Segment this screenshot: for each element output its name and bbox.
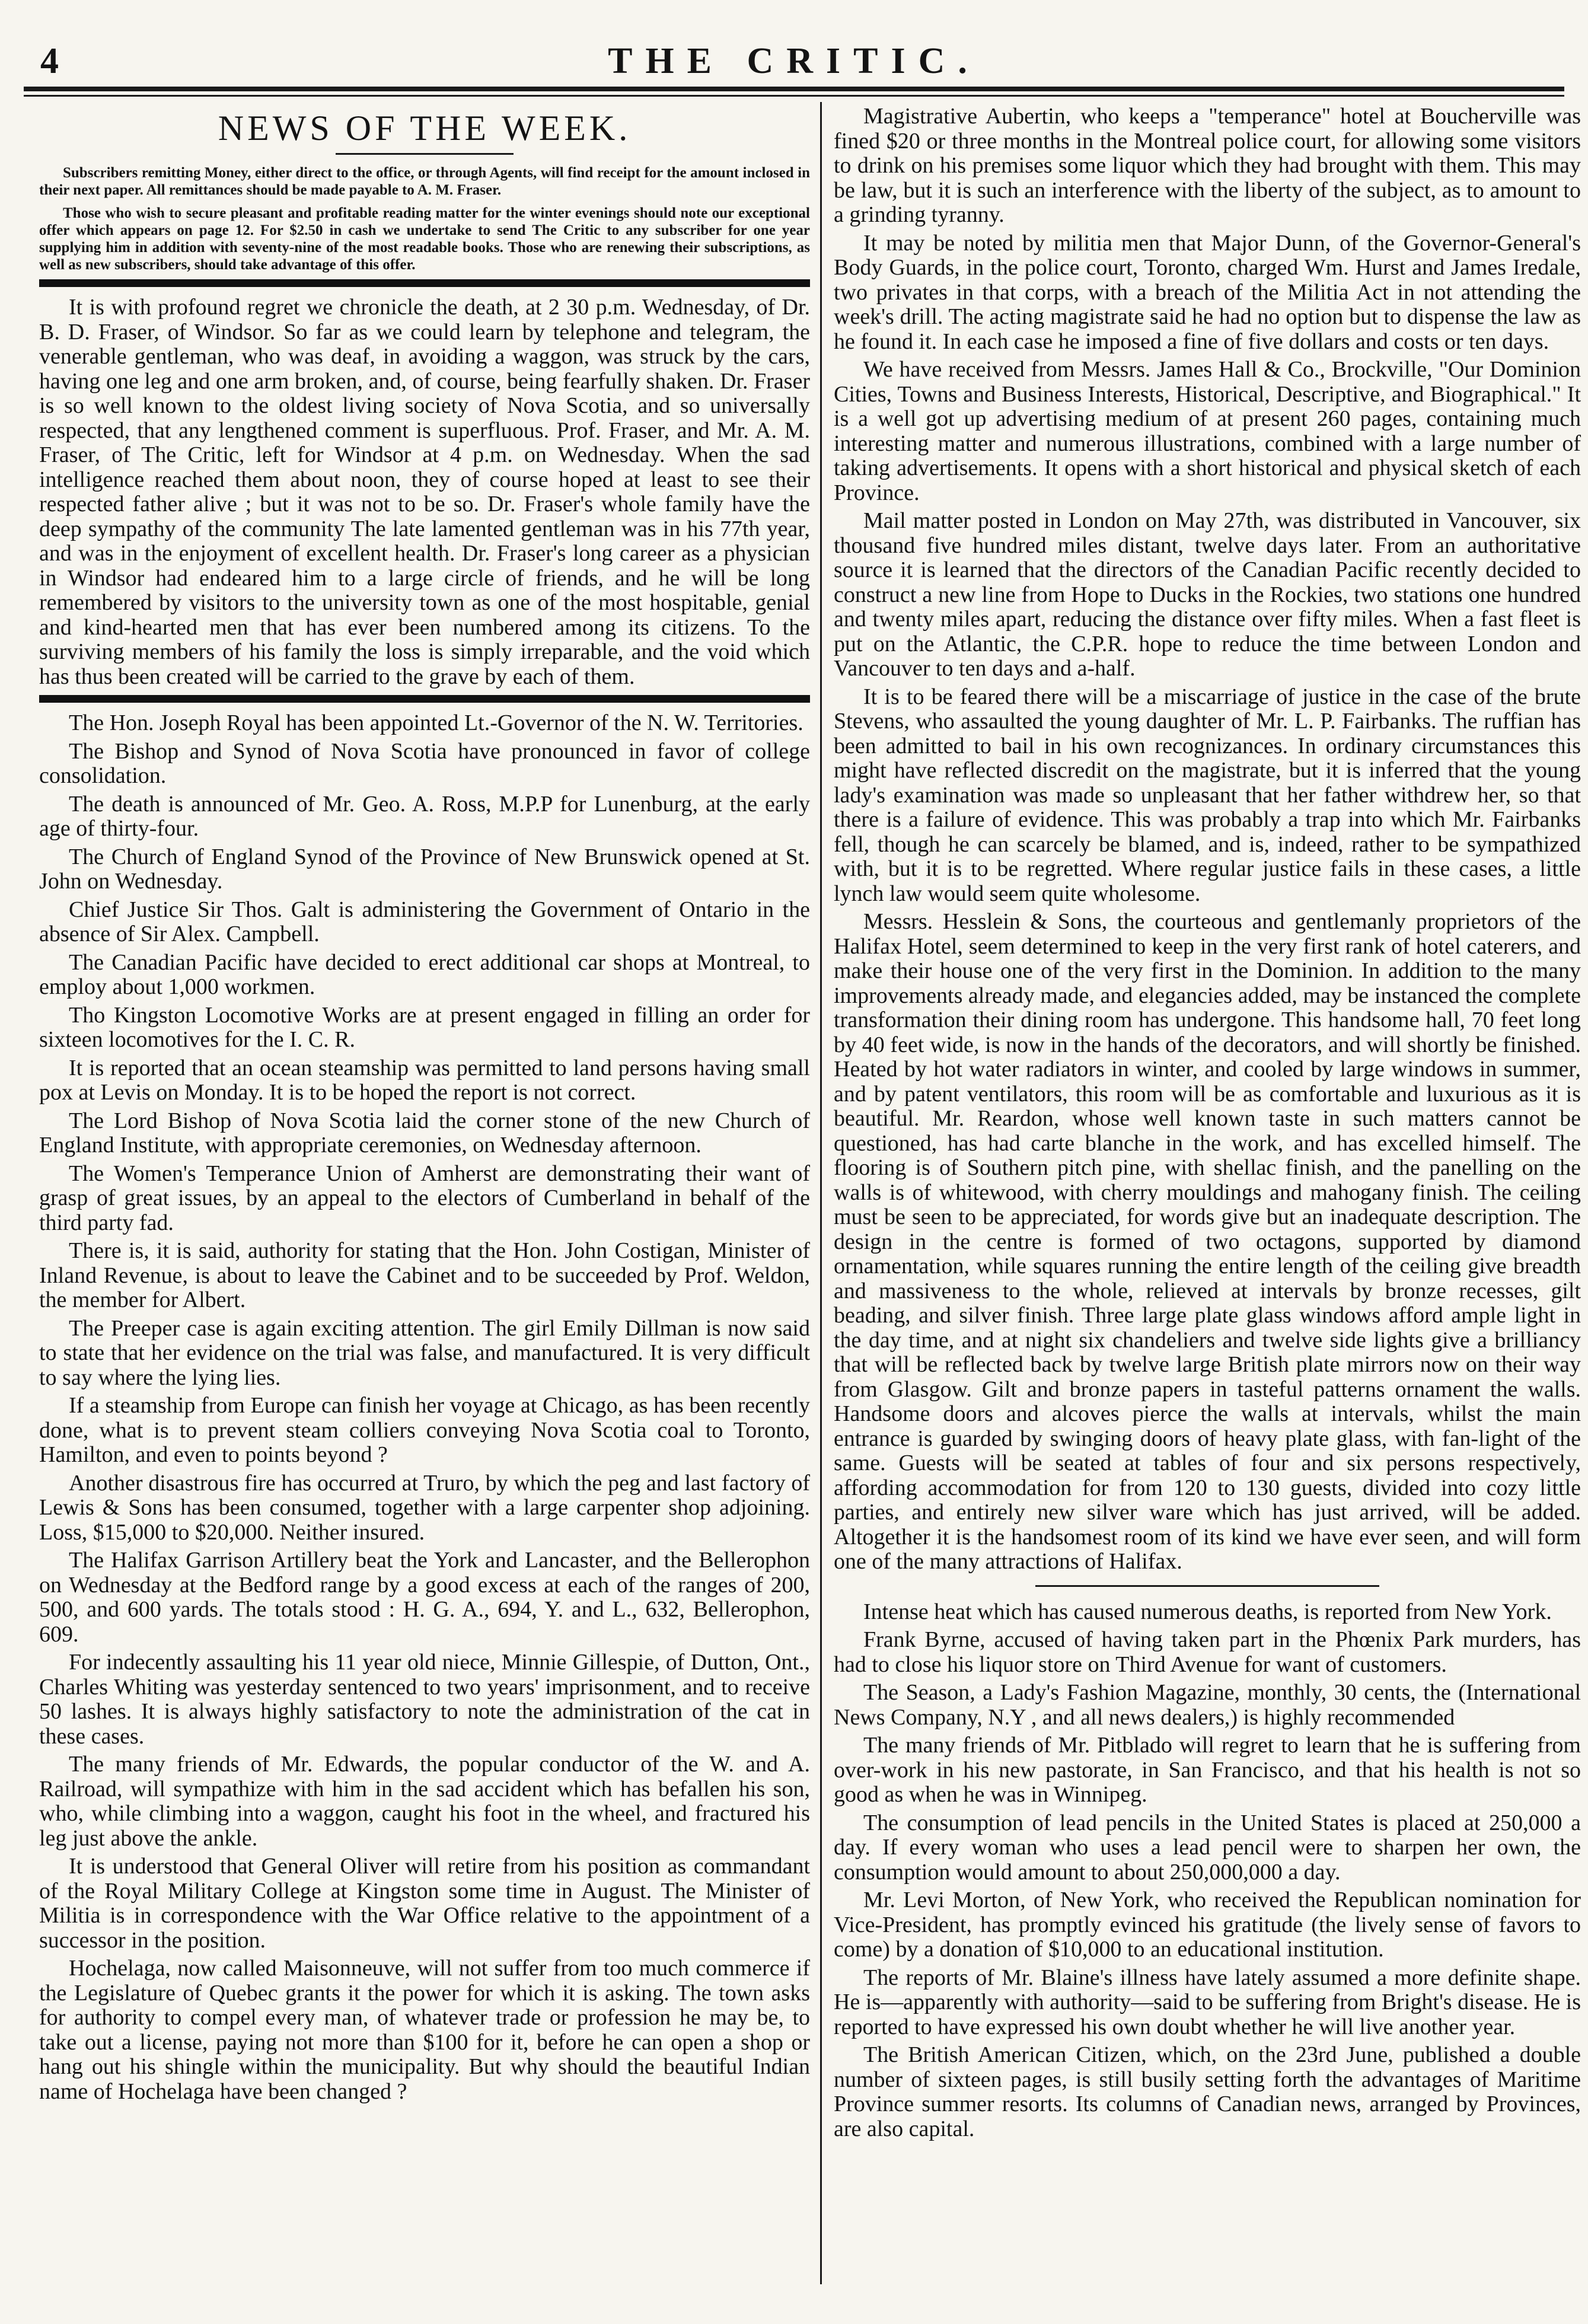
news-item: Mr. Levi Morton, of New York, who received the Republican nomination for Vice-President, has promptly evinced his gratitude (the lively sense of favors to come) by a donation of $10,000 to an educational institution. bbox=[834, 1888, 1581, 1962]
mourning-rule-bottom bbox=[39, 695, 810, 703]
news-item: The Lord Bishop of Nova Scotia laid the corner stone of the new Church of England Institute, with appropriate ceremonies, on Wednesday afternoon. bbox=[39, 1108, 810, 1158]
section-separator bbox=[1035, 1585, 1379, 1587]
header-rule-thin bbox=[24, 95, 1564, 97]
section-title: NEWS OF THE WEEK. bbox=[218, 109, 632, 148]
news-item: Messrs. Hesslein & Sons, the courteous and gentlemanly proprietors of the Halifax Hotel, seem determined to keep in the very first rank of hotel caterers, and make their house one of the very first in the Dominion. In addition to the many improvements already made, and elegancies added, may be instanced the complete transformation their dining room has undergone. This handsome hall, 70 feet long by 40 feet wide, is now in the hands of the decorators, and will shortly be finished. Heated by hot water radiators in winter, and cooled by large windows in summer, and by patent ventilators, this room will be as comfortable and luxurious as it is beautiful. Mr. Reardon, whose well known taste in such matters cannot be questioned, has had carte blanche in the work, and has excelled himself. The flooring is of Southern pitch pine, with shellac finish, and the panelling on the walls is of whitewood, with cherry mouldings and mahogany finish. The ceiling must be seen to be appreciated, for words give but an inadequate description. The design in the centre is formed of two octagons, supported by diamond ornamentation, while squares running the entire length of the ceiling give breadth and massiveness to the whole, relieved at intervals by bronze recesses, gilt beading, and silver finish. Three large plate glass windows afford ample light in the day time, and at night six chandeliers and twelve side lights give a brilliancy that will be reflected back by twelve large British plate mirrors now on their way from Glasgow. Gilt and bronze papers in tasteful patterns ornament the walls. Handsome doors and alcoves pierce the walls at intervals, whilst the main entrance is guarded by swinging doors of heavy plate glass, with fan-light of the same. Guests will be seated at tables of four and six persons respectively, affording accommodation for from 120 to 130 guests, divided into cozy little parties, and entirely new silver ware which has just arrived, will be added. Altogether it is the handsomest room of its kind we have ever seen, and will form one of the many attractions of Halifax. bbox=[834, 909, 1581, 1574]
news-item: Magistrative Aubertin, who keeps a "temperance" hotel at Boucherville was fined $20 or three months in the Montreal police court, for allowing some visitors to drink on his premises some liquor which they had brought with them. This may be law, but it is such an interference with the liberty of the subject, as to amount to a grinding tyranny. bbox=[834, 104, 1581, 227]
news-item: The Canadian Pacific have decided to erect additional car shops at Montreal, to employ about 1,000 workmen. bbox=[39, 949, 810, 999]
news-item: Tho Kingston Locomotive Works are at present engaged in filling an order for sixteen locomotives for the I. C. R. bbox=[39, 1002, 810, 1052]
news-item: For indecently assaulting his 11 year old niece, Minnie Gillespie, of Dutton, Ont., Charles Whiting was yesterday sentenced to two years' imprisonment, and to receive 50 lashes. It is always highly satisfactory to note the administration of the cat in these cases. bbox=[39, 1650, 810, 1749]
news-item: It may be noted by militia men that Major Dunn, of the Governor-General's Body Guards, in the police court, Toronto, charged Wm. Hurst and James Iredale, two privates in that corps, with a breach of the Militia Act in not attending the week's drill. The acting magistrate said he had no option but to dispense the law as he found it. In each case he imposed a fine of five dollars and costs or ten days. bbox=[834, 230, 1581, 354]
news-item: The Bishop and Synod of Nova Scotia have pronounced in favor of college consolidation. bbox=[39, 738, 810, 788]
header-rule-thick bbox=[24, 87, 1564, 91]
news-item: It is reported that an ocean steamship was permitted to land persons having small pox at Levis on Monday. It is to be hoped the report is not correct. bbox=[39, 1055, 810, 1105]
right-column bbox=[834, 104, 1581, 2145]
news-item: The Hon. Joseph Royal has been appointed Lt.-Governor of the N. W. Territories. bbox=[69, 710, 803, 735]
news-item: If a steamship from Europe can finish her voyage at Chicago, as has been recently done, what is to prevent steam colliers conveying Nova Scotia coal to Toronto, Hamilton, and even to points beyond ? bbox=[39, 1393, 810, 1467]
news-item: The Church of England Synod of the Province of New Brunswick opened at St. John on Wednesday. bbox=[39, 844, 810, 894]
news-item: The consumption of lead pencils in the United States is placed at 250,000 a day. If every woman who uses a lead pencil were to sharpen her own, the consumption would amount to about 250,000,000 a day. bbox=[834, 1810, 1581, 1885]
news-item: The Preeper case is again exciting attention. The girl Emily Dillman is now said to state that her evidence on the trial was false, and manufactured. It is very difficult to say where the lying lies. bbox=[39, 1315, 810, 1390]
news-item: There is, it is said, authority for stating that the Hon. John Costigan, Minister of Inland Revenue, is about to leave the Cabinet and to be succeeded by Prof. Weldon, the member for Albert. bbox=[39, 1238, 810, 1312]
page-number: 4 bbox=[40, 41, 59, 81]
masthead: THE CRITIC. bbox=[608, 41, 980, 81]
title-rule bbox=[336, 153, 514, 155]
column-divider bbox=[820, 102, 822, 2284]
news-item: The death is announced of Mr. Geo. A. Ross, M.P.P for Lunenburg, at the early age of thirty-four. bbox=[39, 791, 810, 841]
news-item: Mail matter posted in London on May 27th, was distributed in Vancouver, six thousand five hundred miles distant, twelve days later. From an authoritative source it is learned that the directors of the Canadian Pacific recently decided to construct a new line from Hope to Ducks in the Rockies, two stations one hundred and twenty miles apart, reducing the distance over fifty miles. When a fast fleet is put on the Atlantic, the C.P.R. hope to reduce the time between London and Vancouver to ten days and a-half. bbox=[834, 508, 1581, 681]
news-item: The reports of Mr. Blaine's illness have lately assumed a more definite shape. He is—apparently with authority—said to be suffering from Bright's disease. He is reported to have expressed his own doubt whether he will live another year. bbox=[834, 1965, 1581, 2039]
left-column bbox=[39, 104, 810, 2108]
news-item: The Season, a Lady's Fashion Magazine, monthly, 30 cents, the (International News Company, N.Y , and all news dealers,) is highly recommended bbox=[834, 1680, 1581, 1730]
news-item: The Halifax Garrison Artillery beat the York and Lancaster, and the Bellerophon on Wednesday at the Bedford range by a good excess at each of the ranges of 200, 500, and 600 yards. The totals stood : H. G. A., 694, Y. and L., 632, Bellerophon, 609. bbox=[39, 1548, 810, 1647]
subscriber-notice: Subscribers remitting Money, either direct to the office, or through Agents, will find receipt for the amount inclosed in their next paper. All remittances should be made payable to A. M. Fraser. bbox=[39, 165, 810, 198]
news-item: We have received from Messrs. James Hall & Co., Brockville, "Our Dominion Cities, Towns and Business Interests, Historical, Descriptive, and Biographical." It is a well got up advertising medium of at present 260 pages, containing much interesting matter and numerous illustrations, combined with a large number of taking advertisements. It opens with a short historical and physical sketch of each Province. bbox=[834, 357, 1581, 505]
obituary-paragraph: It is with profound regret we chronicle the death, at 2 30 p.m. Wednesday, of Dr. B. D. Fraser, of Windsor. So far as we could learn by telephone and telegram, the venerable gentleman, who was deaf, in avoiding a waggon, was struck by the cars, having one leg and one arm broken, and, of course, being fearfully shaken. Dr. Fraser is so well known to the oldest living society of Nova Scotia, and so universally respected, that any lengthened comment is superfluous. Prof. Fraser, and Mr. A. M. Fraser, of The Critic, left for Windsor at 4 p.m. on Wednesday. When the sad intelligence reached them about noon, they of course hoped at least to see their respected father alive ; but it was not to be so. Dr. Fraser's whole family have the deep sympathy of the community The late lamented gentleman was in his 77th year, and was in the enjoyment of excellent health. Dr. Fraser's long career as a physician in Windsor had endeared him to a large circle of friends, and he will be long remembered by visitors to the university town as one of the most hospitable, genial and kind-hearted men that has ever been numbered among its citizens. To the surviving members of his family the loss is simply irreparable, and the void which has thus been created will be carried to the grave by each of them. bbox=[39, 295, 810, 689]
offer-notice: Those who wish to secure pleasant and profitable reading matter for the winter evenings should note our exceptional offer which appears on page 12. For $2.50 in cash we undertake to send The Critic to any subscriber for one year supplying him in addition with seventy-nine of the most readable books. Those who are renewing their subscriptions, as well as new subscribers, should take advantage of this offer. bbox=[39, 205, 810, 273]
news-item: It is to be feared there will be a miscarriage of justice in the case of the brute Stevens, who assaulted the young daughter of Mr. L. P. Fairbanks. The ruffian has been admitted to bail in his own recognizances. In ordinary circumstances this might have reflected discredit on the magistrate, but it is inferred that the young lady's examination was made so unpleasant that her father withdrew her, so that there is a failure of evidence. This was probably a trap into which Mr. Fairbanks fell, though he can scarcely be blamed, and is, indeed, rather to be sympathized with, but it is to be regretted. Where regular justice fails in these cases, a little lynch law would seem quite wholesome. bbox=[834, 684, 1581, 906]
news-item: Frank Byrne, accused of having taken part in the Phœnix Park murders, has had to close his liquor store on Third Avenue for want of customers. bbox=[834, 1627, 1581, 1677]
news-item: Hochelaga, now called Maisonneuve, will not suffer from too much commerce if the Legislature of Quebec grants it the power for which it is asking. The town asks for authority to compel every man, of whatever trade or profession he may be, to take out a license, paying not more than $100 for it, before he can open a shop or hang out his shingle within the municipality. But why should the beautiful Indian name of Hochelaga have been changed ? bbox=[39, 1956, 810, 2104]
news-item: Another disastrous fire has occurred at Truro, by which the peg and last factory of Lewis & Sons has been consumed, together with a large carpenter shop adjoining. Loss, $15,000 to $20,000. Neither insured. bbox=[39, 1470, 810, 1545]
news-item: The many friends of Mr. Pitblado will regret to learn that he is suffering from over-work in his new pastorate, in San Francisco, and that his health is not so good as when he was in Winnipeg. bbox=[834, 1733, 1581, 1807]
news-item: It is understood that General Oliver will retire from his position as commandant of the Royal Military College at Kingston some time in August. The Minister of Militia is in correspondence with the War Office relative to the appointment of a successor in the position. bbox=[39, 1854, 810, 1953]
mourning-rule-top bbox=[39, 279, 810, 287]
news-item: The Women's Temperance Union of Amherst are demonstrating their want of grasp of great issues, by an appeal to the electors of Cumberland in behalf of the third party fad. bbox=[39, 1161, 810, 1235]
page-header bbox=[24, 40, 1564, 88]
news-item: Chief Justice Sir Thos. Galt is administering the Government of Ontario in the absence of Sir Alex. Campbell. bbox=[39, 897, 810, 946]
news-item: The British American Citizen, which, on the 23rd June, published a double number of sixteen pages, is still busily setting forth the advantages of Maritime Province summer resorts. Its columns of Canadian news, arranged by Provinces, are also capital. bbox=[834, 2042, 1581, 2141]
news-item: Intense heat which has caused numerous deaths, is reported from New York. bbox=[863, 1599, 1552, 1624]
news-item: The many friends of Mr. Edwards, the popular conductor of the W. and A. Railroad, will sympathize with him in the sad accident which has befallen his son, who, while climbing into a waggon, caught his foot in the wheel, and fractured his leg just above the ankle. bbox=[39, 1752, 810, 1851]
